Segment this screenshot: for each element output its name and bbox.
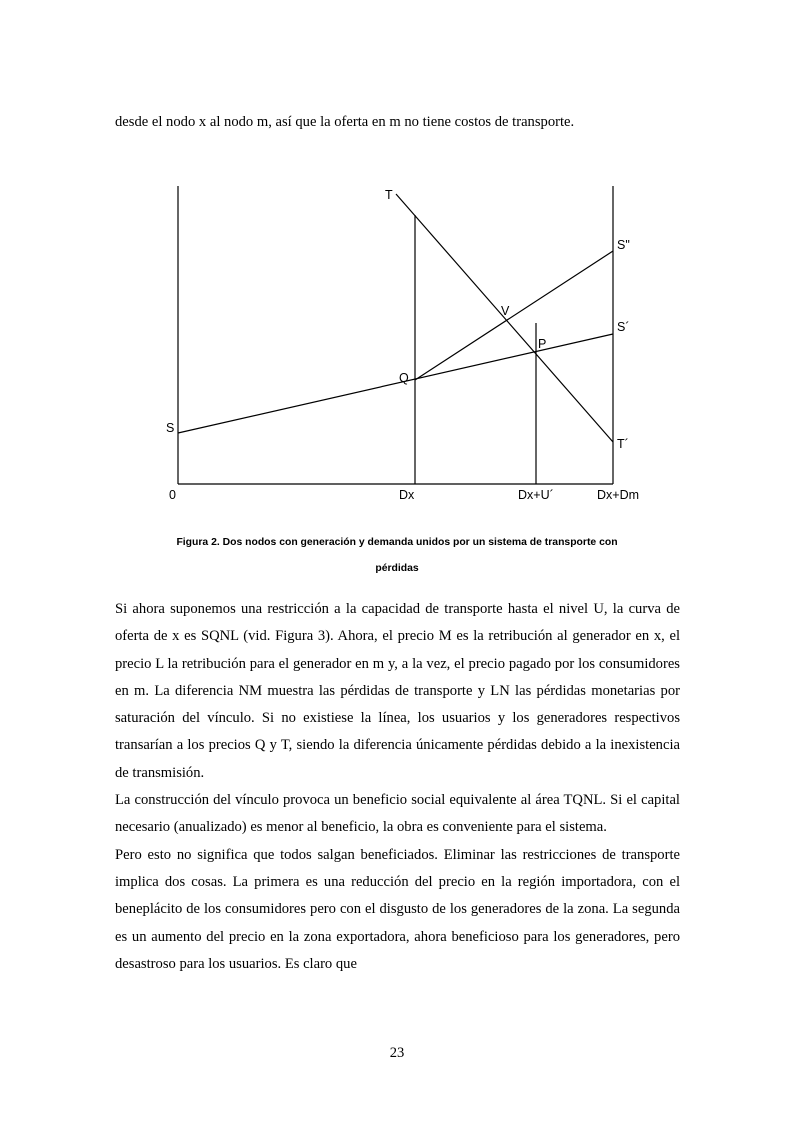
- supply-line-S-S1: [178, 334, 613, 433]
- figure-2-diagram: [0, 0, 794, 560]
- label-S-double-prime: S": [617, 238, 630, 252]
- paragraph: Pero esto no significa que todos salgan beneficiados. Eliminar las restricciones de transporte implica dos cosas. La primera es una reducción del precio en la región importadora, con el beneplácito de los consumidores pero con el disgusto de los generadores de la zona. La segunda es un aumento del precio en la zona exportadora, ahora beneficioso para los generadores, pero desastroso para los usuarios. Es claro que: [115, 846, 680, 972]
- demand-line-T: [396, 194, 613, 442]
- label-P: P: [538, 337, 547, 351]
- label-V: V: [501, 304, 510, 318]
- tick-label-dx: Dx: [399, 488, 415, 502]
- figure-caption: [115, 530, 679, 582]
- caption-line-1: Figura 2. Dos nodos con generación y demanda unidos por un sistema de transporte con: [176, 537, 618, 548]
- body-text: [115, 596, 680, 978]
- label-Q: Q: [399, 371, 409, 385]
- label-T: T: [385, 188, 393, 202]
- paragraph: Si ahora suponemos una restricción a la capacidad de transporte hasta el nivel U, la curva de oferta de x es SQNL (vid. Figura 3). Ahora, el precio M es la retribución al generador en x, el precio L la retribución para el generador en m y, a la vez, el precio pagado por los consumidores en m. La diferencia NM muestra las pérdidas de transporte y LN las pérdidas monetarias por saturación del vínculo. Si no existiese la línea, los usuarios y los generadores respectivos transarían a los precios Q y T, siendo la diferencia únicamente pérdidas debido a la inexistencia de transmisión.: [115, 601, 680, 781]
- label-T-prime: T´: [617, 437, 629, 451]
- tick-label-dx-dm: Dx+Dm: [597, 488, 640, 502]
- label-S: S: [166, 421, 175, 435]
- intro-text: desde el nodo x al nodo m, así que la oferta en m no tiene costos de transporte.: [115, 114, 575, 130]
- label-S-prime: S´: [617, 320, 630, 334]
- tick-label-dx-u: Dx+U´: [518, 488, 554, 502]
- page-number: 23: [389, 1045, 405, 1061]
- caption-line-2: pérdidas: [375, 563, 419, 574]
- tick-label-0: 0: [169, 488, 176, 502]
- supply-line-Q-S2: [415, 251, 613, 380]
- paragraph: La construcción del vínculo provoca un beneficio social equivalente al área TQNL. Si el capital necesario (anualizado) es menor al beneficio, la obra es conveniente para el sistema.: [115, 792, 680, 836]
